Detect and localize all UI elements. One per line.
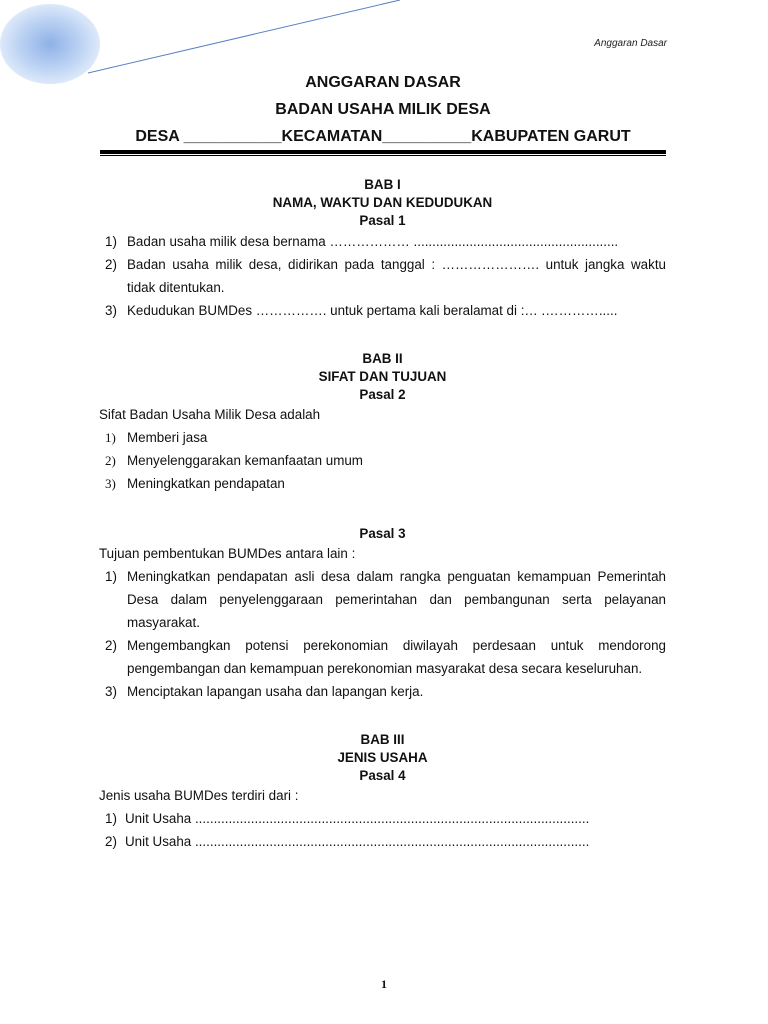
list-item — [99, 472, 666, 495]
pasal-3-intro: Tujuan pembentukan BUMDes antara lain : — [99, 546, 356, 561]
decorative-line — [88, 0, 400, 73]
bab-3-title: JENIS USAHA — [337, 750, 428, 765]
item-text: Meningkatkan pendapatan — [127, 476, 285, 491]
list-item — [99, 449, 666, 472]
item-text: Mengembangkan potensi perekonomian diwilayah perdesaan untuk mendorong pengembangan dan kemampuan perekonomian masyarakat desa secara keseluruhan. — [127, 638, 666, 676]
list-item — [99, 426, 666, 449]
item-text: Badan usaha milik desa, didirikan pada tanggal : …………………. untuk jangka waktu tidak ditentukan. — [127, 257, 666, 295]
list-item — [99, 634, 666, 680]
item-number: 1) — [105, 811, 117, 826]
item-text: Unit Usaha .......................................................................................................... — [125, 834, 590, 849]
pasal-1-heading: Pasal 1 — [359, 213, 406, 228]
pasal-3-heading: Pasal 3 — [359, 526, 406, 541]
bab-1-title: NAMA, WAKTU DAN KEDUDUKAN — [272, 195, 493, 210]
list-item — [99, 230, 666, 253]
item-number: 1) — [105, 430, 116, 445]
item-text: Menyelenggarakan kemanfaatan umum — [127, 453, 363, 468]
pasal-4-heading: Pasal 4 — [359, 768, 406, 783]
list-item — [99, 565, 666, 634]
item-text: Badan usaha milik desa bernama ……………… ....................................................... — [127, 234, 619, 249]
decorative-blob — [0, 4, 100, 84]
bab-2-heading: BAB II — [362, 351, 403, 366]
list-item — [99, 830, 666, 853]
bab-1-heading: BAB I — [364, 177, 401, 192]
title-line-2: BADAN USAHA MILIK DESA — [275, 101, 491, 118]
document-title — [100, 69, 666, 150]
item-text: Menciptakan lapangan usaha dan lapangan kerja. — [127, 684, 424, 699]
item-number: 3) — [105, 303, 117, 318]
list-item — [99, 253, 666, 299]
item-text: Kedudukan BUMDes ……………. untuk pertama kali beralamat di :… .…………..... — [127, 303, 618, 318]
item-text: Unit Usaha .......................................................................................................... — [125, 811, 590, 826]
title-line-1: ANGGARAN DASAR — [305, 74, 461, 91]
running-header: Anggaran Dasar — [594, 38, 667, 49]
document-body — [99, 176, 666, 853]
item-text: Meningkatkan pendapatan asli desa dalam rangka penguatan kemampuan Pemerintah Desa dalam penyelenggaraan pemerintahan dan pembangunan serta pelayanan masyarakat. — [127, 569, 666, 630]
list-item — [99, 807, 666, 830]
page-number: 1 — [381, 977, 387, 991]
pasal-4-intro: Jenis usaha BUMDes terdiri dari : — [99, 788, 299, 803]
item-number: 2) — [105, 453, 116, 468]
pasal-2-heading: Pasal 2 — [359, 387, 406, 402]
list-item — [99, 299, 666, 322]
list-item — [99, 680, 666, 703]
title-line-3: DESA ___________KECAMATAN__________KABUPATEN GARUT — [135, 128, 631, 145]
title-rule — [100, 150, 666, 156]
item-text: Memberi jasa — [127, 430, 208, 445]
bab-3-heading: BAB III — [360, 732, 405, 747]
item-number: 3) — [105, 476, 116, 491]
bab-2-title: SIFAT DAN TUJUAN — [318, 369, 447, 384]
item-number: 2) — [105, 257, 117, 272]
item-number: 2) — [105, 638, 117, 653]
item-number: 1) — [105, 234, 117, 249]
pasal-2-intro: Sifat Badan Usaha Milik Desa adalah — [99, 407, 321, 422]
item-number: 2) — [105, 834, 117, 849]
item-number: 3) — [105, 684, 117, 699]
item-number: 1) — [105, 569, 117, 584]
